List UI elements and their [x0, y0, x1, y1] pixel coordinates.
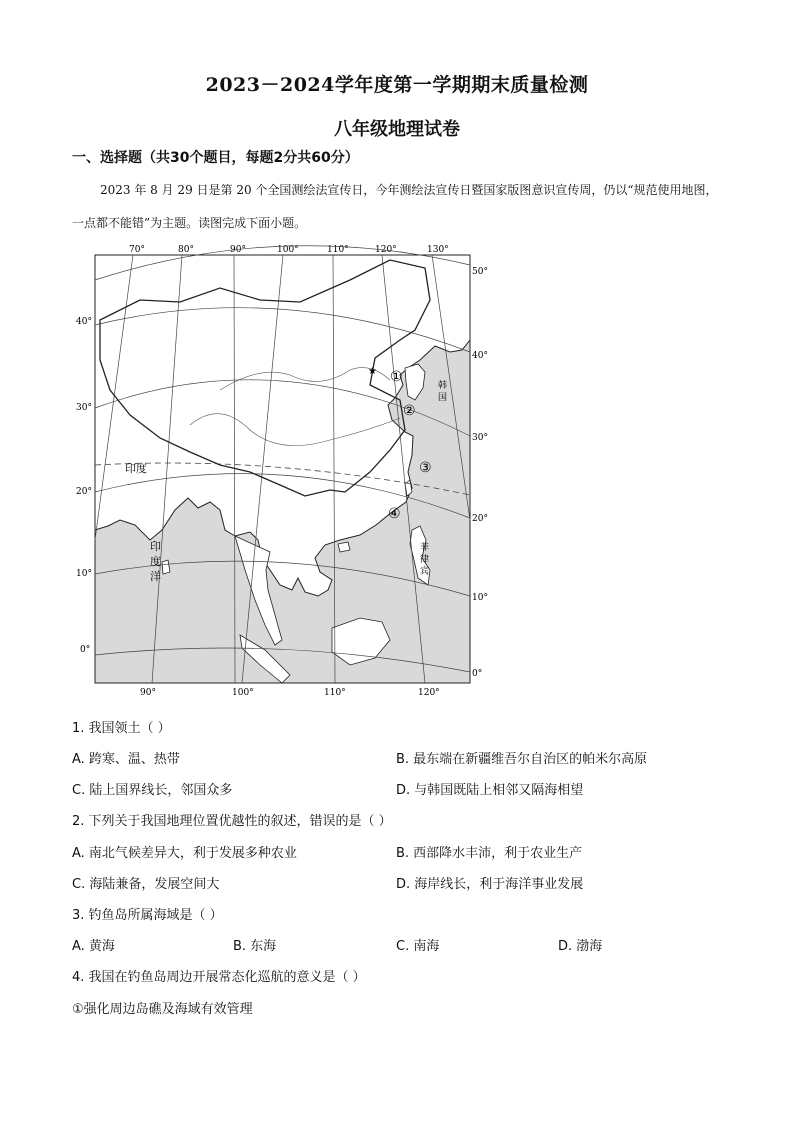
question-2-stem: 2. 下列关于我国地理位置优越性的叙述，错误的是（ ） — [72, 814, 392, 829]
q1-option-a: A. 跨寒、温、热带 — [72, 752, 180, 767]
lon-label-bottom: 90° — [140, 688, 156, 698]
marker-2: ② — [403, 403, 416, 419]
label-korea-1: 韩 — [438, 381, 448, 391]
hainan-shape — [338, 542, 350, 552]
marker-1: ① — [390, 369, 403, 385]
label-korea-2: 国 — [438, 393, 448, 403]
lat-label-left: 10° — [76, 569, 92, 579]
q2-option-a: A. 南北气候差异大，利于发展多种农业 — [72, 846, 297, 861]
lat-label-left: 0° — [80, 645, 91, 655]
lat-label-right: 30° — [472, 433, 488, 443]
lon-label-bottom: 100° — [232, 688, 254, 698]
capital-star-icon: ★ — [368, 366, 377, 377]
lat-label-left: 30° — [76, 403, 92, 413]
section-heading: 一、选择题（共30个题目，每题2分共60分） — [72, 150, 359, 166]
q2-option-c: C. 海陆兼备，发展空间大 — [72, 877, 220, 892]
label-indian-ocean-3: 洋 — [150, 570, 161, 583]
question-3-stem: 3. 钓鱼岛所属海域是（ ） — [72, 908, 223, 923]
lat-label-right: 10° — [472, 593, 488, 603]
exam-title: 2023－2024学年度第一学期期末质量检测 — [205, 74, 589, 96]
label-philippines-2: 律 — [420, 555, 430, 565]
q1-option-b: B. 最东端在新疆维吾尔自治区的帕米尔高原 — [396, 752, 648, 767]
label-indian-ocean-2: 度 — [150, 555, 161, 568]
q1-option-d: D. 与韩国既陆上相邻又隔海相望 — [396, 783, 584, 798]
lon-label-top: 90° — [230, 245, 246, 255]
marker-4: ④ — [388, 506, 401, 522]
intro-paragraph: 2023 年 8 月 29 日是第 20 个全国测绘法宣传日，今年测绘法宣传日暨国家版图意识宣传周，仍以“规范使用地图，一点都不能错”为主题。读图完成下面小题。 — [72, 183, 718, 230]
exam-subtitle: 八年级地理试卷 — [334, 119, 460, 140]
q3-option-c: C. 南海 — [396, 939, 440, 954]
q3-option-b: B. 东海 — [233, 939, 277, 954]
lat-label-right: 0° — [472, 669, 483, 679]
label-indian-ocean-1: 印 — [150, 540, 161, 553]
q3-option-a: A. 黄海 — [72, 939, 115, 954]
q4-statement-1: ①强化周边岛礁及海域有效管理 — [72, 1002, 253, 1017]
label-india: 印度 — [125, 462, 147, 475]
lat-label-right: 50° — [472, 267, 488, 277]
lon-label-bottom: 120° — [418, 688, 440, 698]
q1-option-c: C. 陆上国界线长，邻国众多 — [72, 783, 233, 798]
q2-option-d: D. 海岸线长，利于海洋事业发展 — [396, 877, 584, 892]
marker-3: ③ — [419, 460, 432, 476]
map-figure — [70, 240, 490, 702]
label-philippines-3: 宾 — [420, 567, 430, 577]
lat-label-right: 20° — [472, 514, 488, 524]
lon-label-top: 120° — [375, 245, 397, 255]
question-1-stem: 1. 我国领土（ ） — [72, 721, 171, 736]
lon-label-top: 100° — [277, 245, 299, 255]
lat-label-right: 40° — [472, 351, 488, 361]
lat-label-left: 40° — [76, 317, 92, 327]
label-philippines-1: 菲 — [420, 543, 430, 553]
lat-label-left: 20° — [76, 487, 92, 497]
q2-option-b: B. 西部降水丰沛，利于农业生产 — [396, 846, 583, 861]
lon-label-top: 80° — [178, 245, 194, 255]
lon-label-top: 110° — [327, 245, 349, 255]
question-4-stem: 4. 我国在钓鱼岛周边开展常态化巡航的意义是（ ） — [72, 970, 366, 985]
map-svg — [70, 240, 490, 702]
lon-label-top: 70° — [129, 245, 145, 255]
lon-label-top: 130° — [427, 245, 449, 255]
q3-option-d: D. 渤海 — [558, 939, 603, 954]
lon-label-bottom: 110° — [324, 688, 346, 698]
